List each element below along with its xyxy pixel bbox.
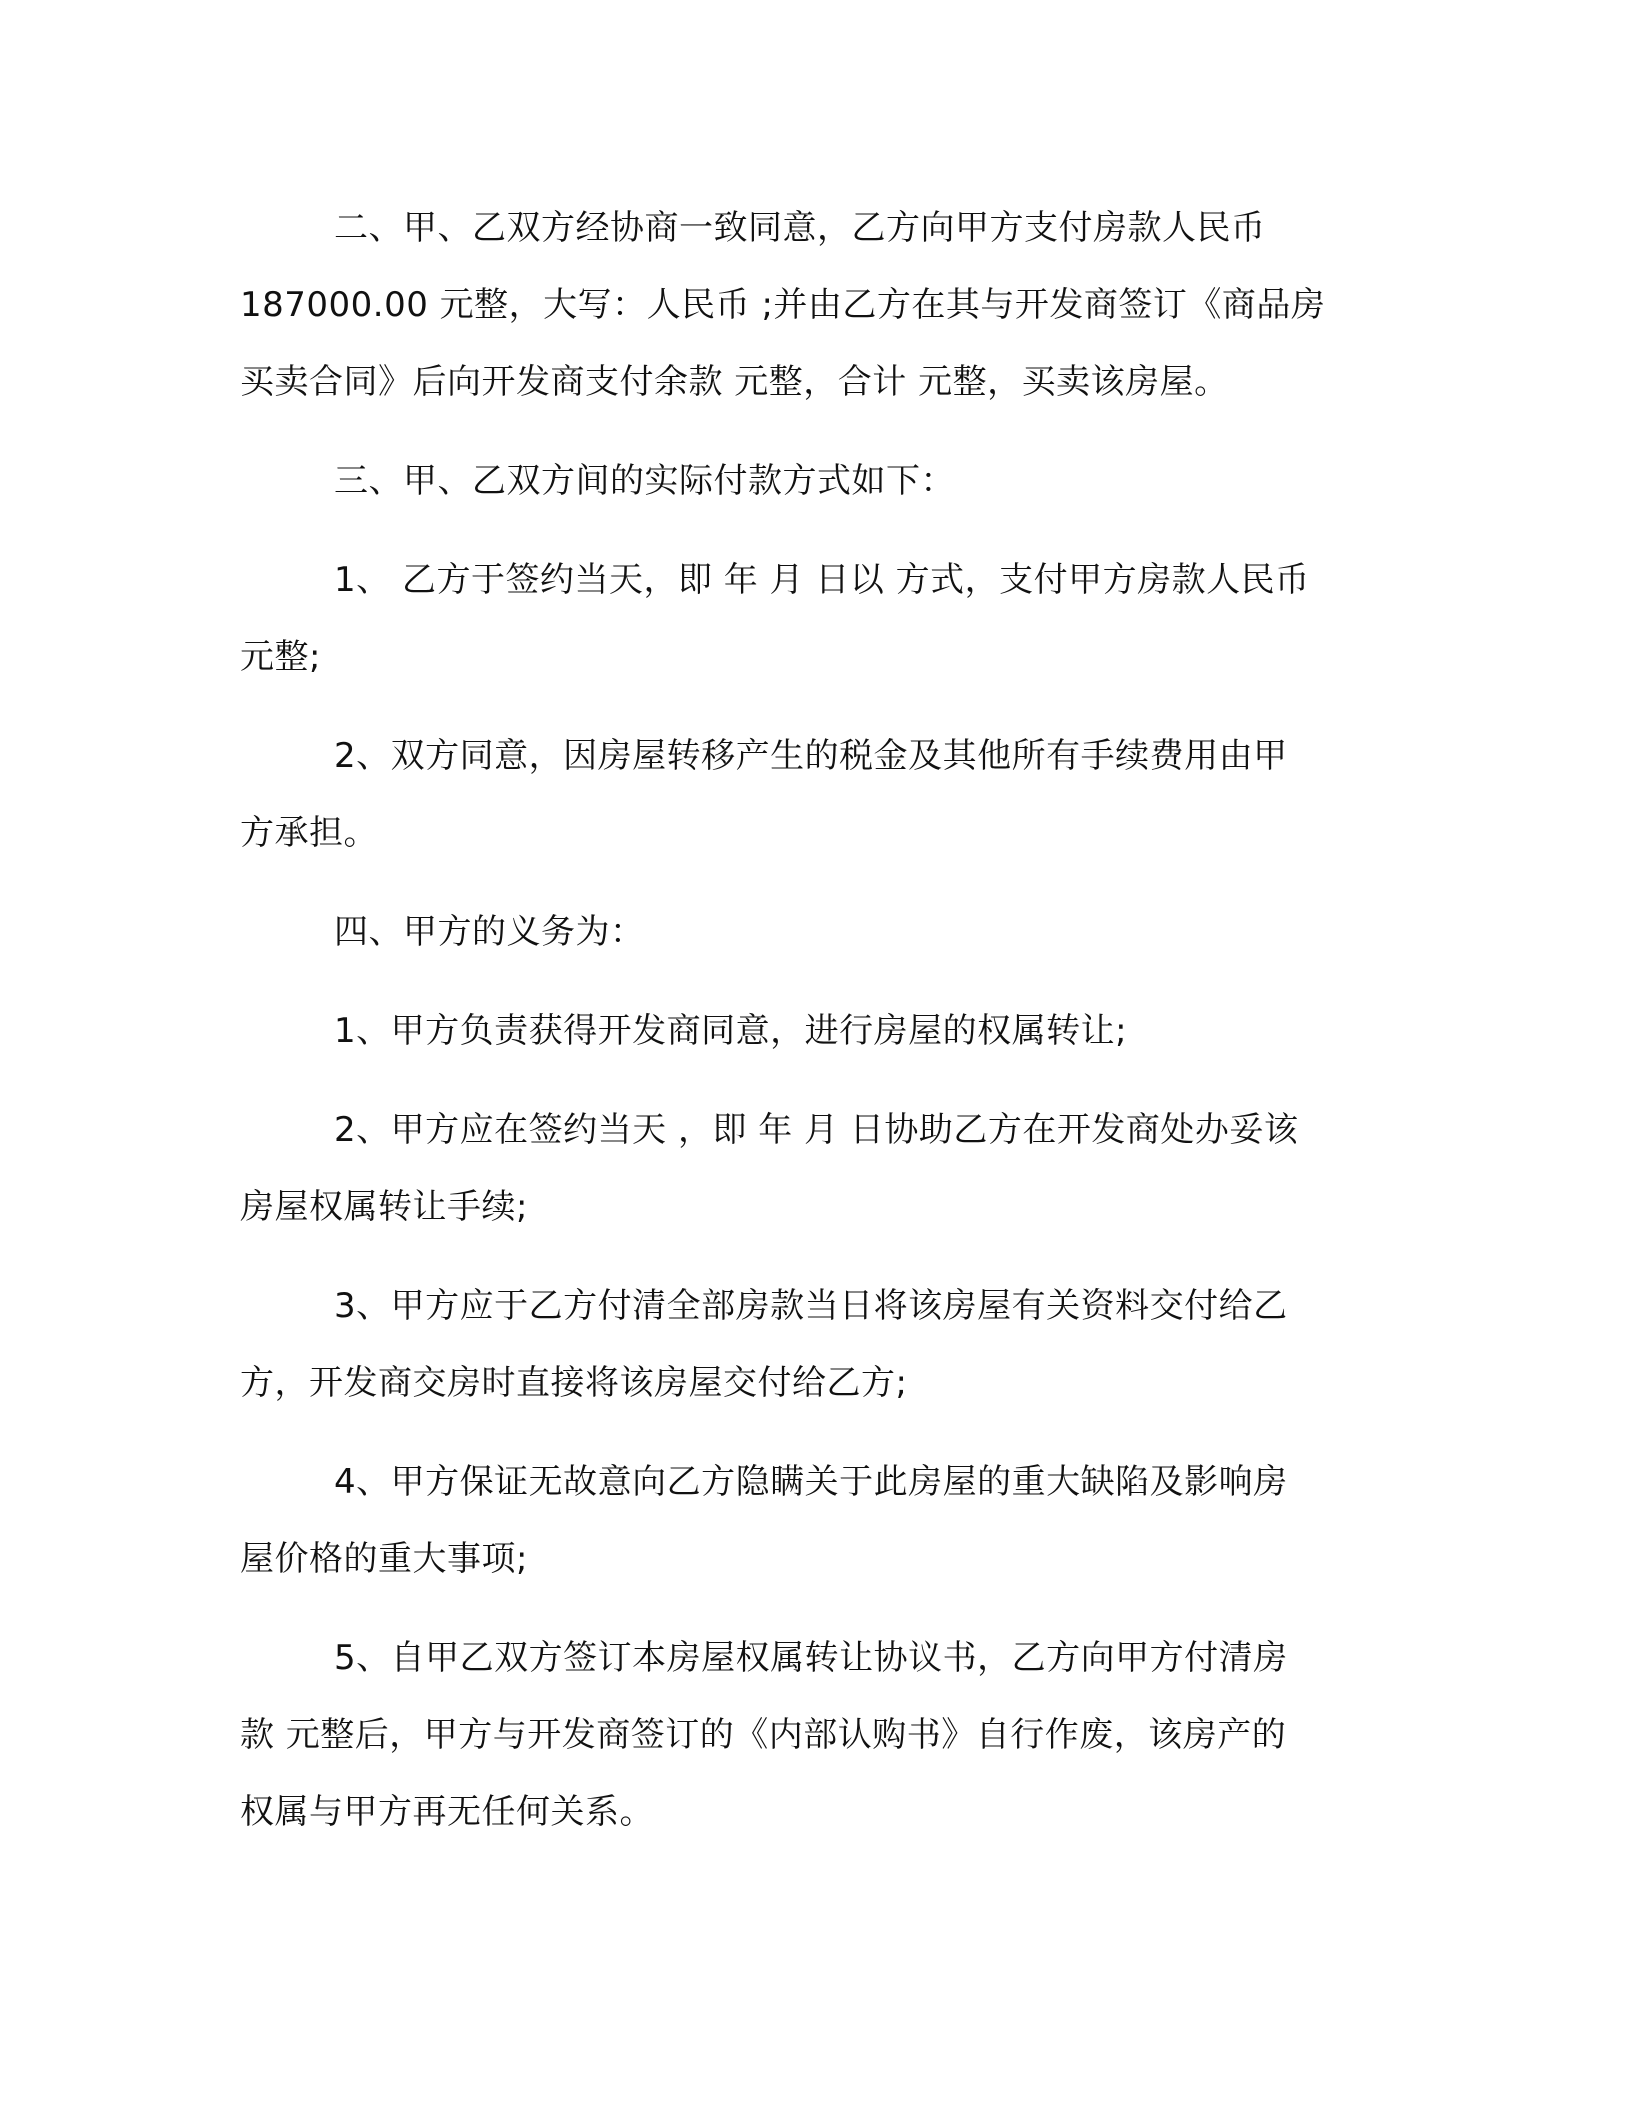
text-line: 元整; <box>240 637 321 677</box>
text-line: 2、甲方应在签约当天 ，即 年 月 日协助乙方在开发商处办妥该 <box>334 1110 1299 1150</box>
clause-4-heading <box>240 894 1375 971</box>
text-line: 1、 乙方于签约当天，即 年 月 日以 方式，支付甲方房款人民币 <box>334 560 1310 600</box>
text-line: 方，开发商交房时直接将该房屋交付给乙方; <box>240 1363 908 1403</box>
clause-4-item-1 <box>240 993 1375 1070</box>
text-line: 方承担。 <box>240 813 378 853</box>
clause-4-item-5 <box>240 1620 1375 1851</box>
document-body <box>240 190 1375 1873</box>
section-heading: 三、甲、乙双方间的实际付款方式如下： <box>334 461 955 501</box>
text-line: 买卖合同》后向开发商支付余款 元整，合计 元整，买卖该房屋。 <box>240 362 1229 402</box>
text-line: 房屋权属转让手续; <box>240 1187 528 1227</box>
clause-3-heading <box>240 443 1375 520</box>
text-line: 款 元整后，甲方与开发商签订的《内部认购书》自行作废，该房产的 <box>240 1715 1287 1755</box>
clause-2-payment-agreement <box>240 190 1375 421</box>
text-line: 3、甲方应于乙方付清全部房款当日将该房屋有关资料交付给乙 <box>334 1286 1288 1326</box>
clause-4-item-3 <box>240 1268 1375 1422</box>
text-line: 权属与甲方再无任何关系。 <box>240 1792 654 1832</box>
text-line: 屋价格的重大事项; <box>240 1539 528 1579</box>
text-line: 2、双方同意，因房屋转移产生的税金及其他所有手续费用由甲 <box>334 736 1288 776</box>
text-line: 187000.00 元整，大写：人民币 ;并由乙方在其与开发商签订《商品房 <box>240 285 1326 325</box>
section-heading: 四、甲方的义务为： <box>334 912 645 952</box>
clause-3-item-2 <box>240 718 1375 872</box>
clause-4-item-4 <box>240 1444 1375 1598</box>
clause-4-item-2 <box>240 1092 1375 1246</box>
text-line: 二、甲、乙双方经协商一致同意，乙方向甲方支付房款人民币 <box>334 208 1266 248</box>
text-line: 4、甲方保证无故意向乙方隐瞒关于此房屋的重大缺陷及影响房 <box>334 1462 1288 1502</box>
clause-3-item-1 <box>240 542 1375 696</box>
text-line: 5、自甲乙双方签订本房屋权属转让协议书，乙方向甲方付清房 <box>334 1638 1288 1678</box>
text-line: 1、甲方负责获得开发商同意，进行房屋的权属转让; <box>334 1011 1128 1051</box>
